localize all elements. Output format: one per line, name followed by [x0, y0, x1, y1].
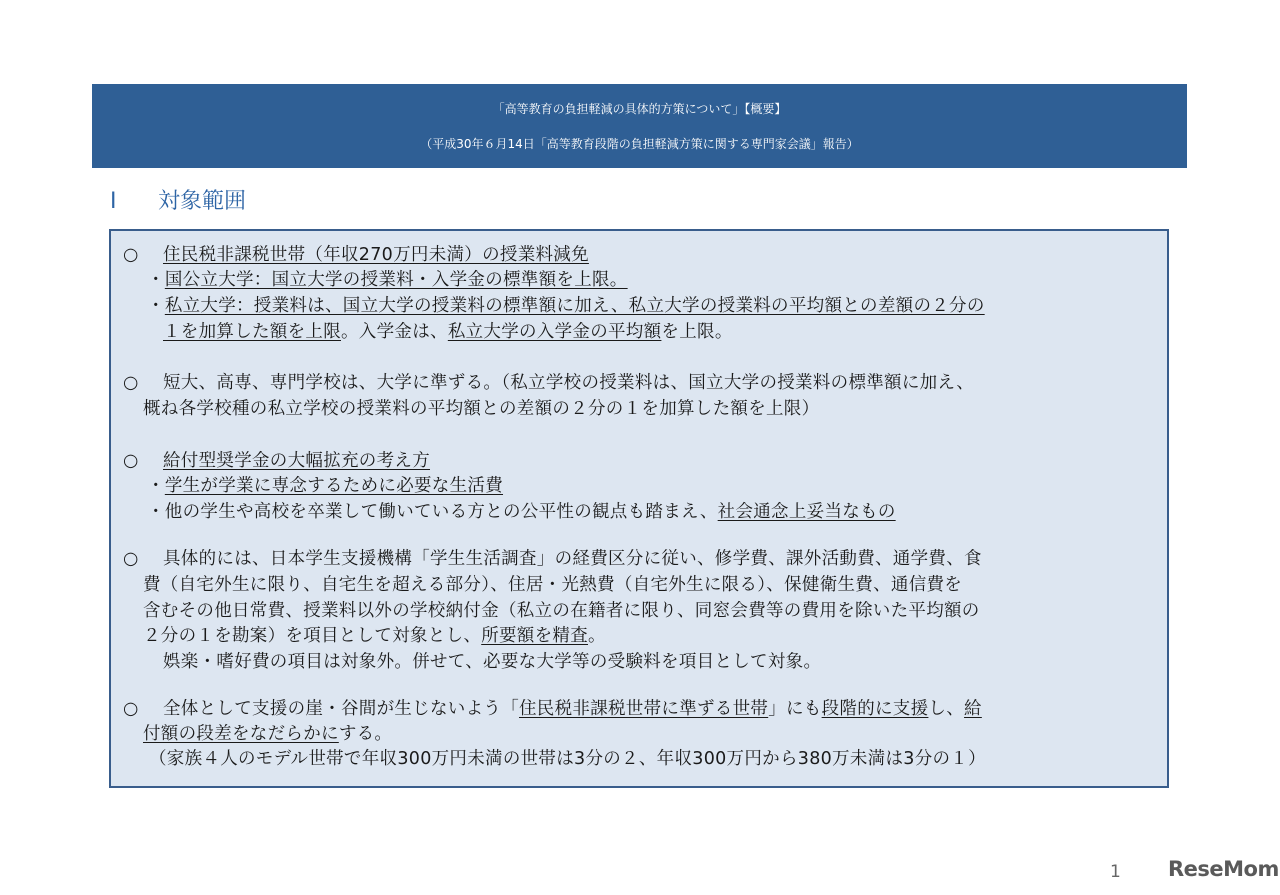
item-text: 具体的には、日本学生支援機構「学生生活調査」の経費区分に従い、修学費、課外活動費、通学費、食 [163, 549, 982, 569]
body-line [143, 397, 819, 422]
circle-bullet-icon: ○ [123, 245, 139, 265]
bullet-line [123, 243, 589, 268]
body-line [143, 624, 606, 649]
page-title: 「高等教育の負担軽減の具体的方策について」【概要】 [492, 102, 787, 116]
item-text: 付額の段差をなだらかに [143, 724, 339, 744]
content-box [109, 229, 1169, 788]
body-line [143, 722, 392, 747]
dot-prefix: ・ [147, 270, 165, 290]
item-text: 給 [964, 699, 982, 719]
section-title: 対象範囲 [158, 189, 247, 214]
sub-text: 社会通念上妥当なもの [717, 502, 896, 522]
body-line [143, 573, 962, 598]
section-number: Ⅰ [110, 189, 117, 214]
circle-bullet-icon: ○ [123, 699, 139, 719]
item-text: 全体として支援の崖・谷間が生じないよう「 [163, 699, 519, 719]
dot-prefix: ・ [147, 476, 165, 496]
bullet-line [123, 449, 430, 474]
sub-text: １を加算した額を上限 [163, 322, 341, 342]
sub-line [147, 500, 896, 525]
sub-line [163, 320, 733, 345]
title-banner [92, 84, 1187, 168]
item-text: ２分の１を勘案）を項目として対象とし、 [143, 626, 482, 646]
sub-text: 私立大学の入学金の平均額 [447, 322, 662, 342]
item-text: （家族４人のモデル世帯で年収300万円未満の世帯は3分の２、年収300万円から380万未満は3分の１） [149, 749, 986, 769]
item-text: 含むその他日常費、授業料以外の学校納付金（私立の在籍者に限り、同窓会費等の費用を除いた平均額の [143, 601, 980, 621]
item-heading: 給付型奨学金の大幅拡充の考え方 [163, 451, 430, 471]
sub-text: ・他の学生や高校を卒業して働いている方との公平性の観点も踏まえ、 [147, 502, 718, 522]
bullet-line [123, 371, 974, 396]
sub-text: 私立大学：授業料は、国立大学の授業料の標準額に加え、私立大学の授業料の平均額との差額の２分の [164, 296, 985, 316]
item-text: 短大、高専、専門学校は、大学に準ずる。（私立学校の授業料は、国立大学の授業料の標準額に加え、 [163, 373, 975, 393]
sub-text: 。入学金は、 [341, 322, 448, 342]
item-text: 娯楽・嗜好費の項目は対象外。併せて、必要な大学等の受験料を項目として対象。 [163, 652, 822, 672]
dot-prefix: ・ [147, 296, 165, 316]
sub-text: 学生が学業に専念するために必要な生活費 [164, 476, 504, 496]
item-heading: 住民税非課税世帯（年収270万円未満）の授業料減免 [163, 245, 589, 265]
page-number: 1 [1110, 862, 1121, 882]
body-line [149, 747, 986, 772]
bullet-line [123, 697, 982, 722]
sub-text: を上限。 [661, 322, 733, 342]
item-text: 段階的に支援 [821, 699, 929, 719]
bullet-line [123, 547, 982, 572]
item-text: 費（自宅外生に限り、自宅生を超える部分）、住居・光熱費（自宅外生に限る）、保健衛生費、通信費を [143, 575, 963, 595]
circle-bullet-icon: ○ [123, 451, 139, 471]
circle-bullet-icon: ○ [123, 373, 139, 393]
body-line [163, 650, 821, 675]
circle-bullet-icon: ○ [123, 549, 139, 569]
sub-text: 国公立大学：国立大学の授業料・入学金の標準額を上限。 [164, 270, 628, 290]
item-text: 住民税非課税世帯に準ずる世帯 [519, 699, 769, 719]
resemom-logo: ReseMom [1168, 857, 1279, 881]
item-text: し、 [928, 699, 965, 719]
section-heading [110, 186, 246, 218]
item-text: 所要額を精査 [481, 626, 589, 646]
item-text: 。 [588, 626, 606, 646]
page-subtitle: （平成30年６月14日「高等教育段階の負担軽減方策に関する専門家会議」報告） [420, 137, 859, 151]
sub-line [147, 474, 503, 499]
body-line [143, 599, 980, 624]
sub-line [147, 268, 628, 293]
item-text: 概ね各学校種の私立学校の授業料の平均額との差額の２分の１を加算した額を上限） [143, 399, 820, 419]
item-text: 」にも [768, 699, 822, 719]
sub-line [147, 294, 985, 319]
item-text: する。 [338, 724, 393, 744]
